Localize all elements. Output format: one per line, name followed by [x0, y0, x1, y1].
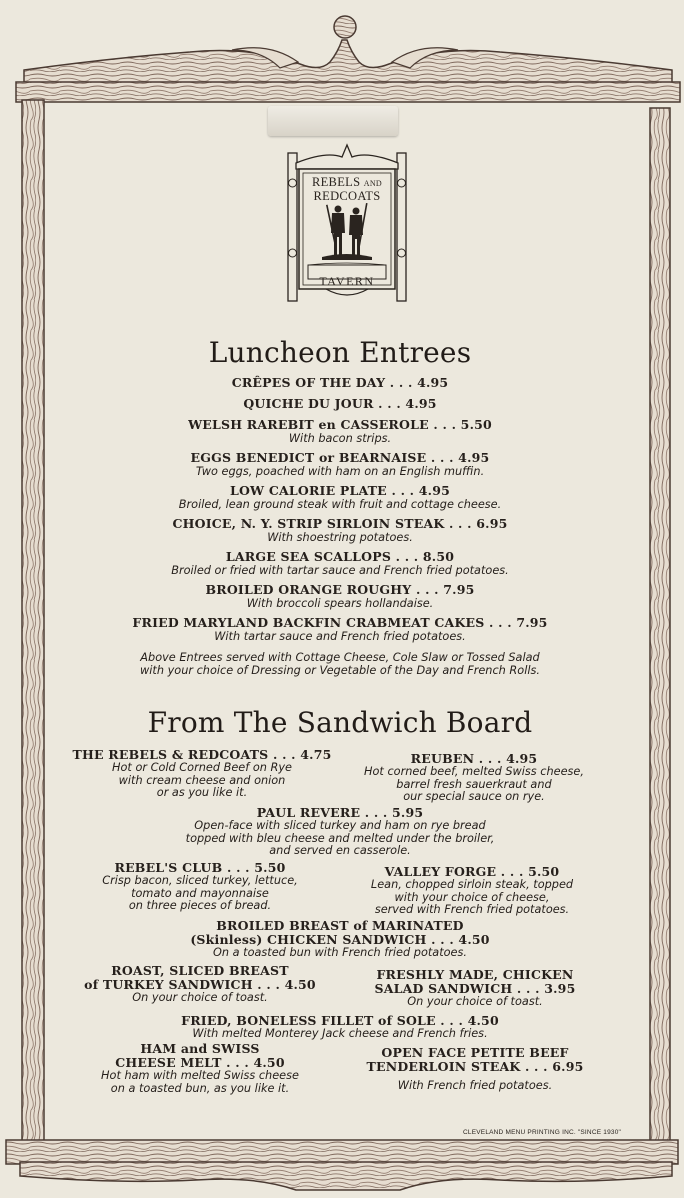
item-name: CHOICE, N. Y. STRIP SIRLOIN STEAK . . . 6.95 — [172, 516, 508, 531]
item-description: on three pieces of bread. — [128, 899, 272, 912]
item-name: HAM and SWISS — [140, 1041, 260, 1056]
item-name: FRIED MARYLAND BACKFIN CRABMEAT CAKES . . . 7.95 — [132, 615, 548, 630]
menu-item-fillet-of-sole — [150, 1014, 530, 1041]
item-name: TENDERLOIN STEAK . . . 6.95 — [366, 1059, 584, 1074]
item-description: With shoestring potatoes. — [267, 531, 413, 544]
item-description: served with French fried potatoes. — [374, 903, 570, 916]
luncheon-section — [70, 336, 610, 677]
item-name: PAUL REVERE . . . 5.95 — [256, 805, 424, 820]
item-description: Broiled or fried with tartar sauce and French fried potatoes. — [171, 564, 509, 577]
item-description: On a toasted bun with French fried potatoes. — [213, 946, 467, 959]
item-description: our special sauce on rye. — [403, 790, 545, 803]
luncheon-title: Luncheon Entrees — [208, 336, 472, 369]
paper-clip-tab — [268, 106, 398, 136]
item-name: REBEL'S CLUB . . . 5.50 — [114, 860, 286, 875]
item-name: BROILED BREAST of MARINATED — [216, 918, 464, 933]
sandwich-title: From The Sandwich Board — [147, 706, 533, 739]
item-description: With tartar sauce and French fried potatoes. — [214, 630, 466, 643]
menu-item-turkey-sandwich — [80, 964, 320, 1005]
logo-line2: REDCOATS — [313, 189, 381, 203]
item-description: With French fried potatoes. — [397, 1079, 553, 1092]
logo-title — [300, 176, 394, 202]
printer-credit: CLEVELAND MENU PRINTING INC. "SINCE 1930" — [463, 1129, 622, 1136]
menu-item — [70, 582, 610, 610]
item-description: on a toasted bun, as you like it. — [110, 1081, 290, 1095]
item-description: Hot ham with melted Swiss cheese — [101, 1069, 299, 1082]
item-name: CHEESE MELT . . . 4.50 — [115, 1055, 285, 1070]
menu-item-paul-revere — [140, 806, 540, 858]
item-name: of TURKEY SANDWICH . . . 4.50 — [84, 977, 316, 992]
logo-line1-small: AND — [363, 179, 382, 188]
item-description: topped with bleu cheese and melted under the broiler, — [185, 831, 495, 845]
menu-item — [70, 483, 610, 511]
menu-item-chicken-sandwich — [160, 919, 520, 960]
item-description: with your choice of cheese, — [394, 890, 550, 904]
item-description: and served en casserole. — [269, 844, 411, 857]
item-name: QUICHE DU JOUR . . . 4.95 — [243, 396, 437, 411]
menu-item — [70, 615, 610, 643]
item-description: Two eggs, poached with ham on an English muffin. — [195, 465, 485, 478]
item-description: Lean, chopped sirloin steak, topped — [370, 878, 574, 891]
note-line: Above Entrees served with Cottage Cheese, Cole Slaw or Tossed Salad — [140, 651, 540, 664]
menu-item — [70, 396, 610, 411]
item-name: REUBEN . . . 4.95 — [410, 751, 538, 766]
item-description: or as you like it. — [156, 786, 248, 799]
item-name: FRESHLY MADE, CHICKEN — [376, 967, 574, 982]
item-description: Open-face with sliced turkey and ham on rye bread — [194, 819, 486, 832]
item-description: tomato and mayonnaise — [131, 886, 269, 900]
logo-line1: REBELS — [311, 175, 361, 189]
entree-sides-note — [70, 651, 610, 677]
item-description: On your choice of toast. — [407, 995, 543, 1008]
menu-item — [70, 417, 610, 445]
item-name: ROAST, SLICED BREAST — [111, 963, 289, 978]
item-description: Crisp bacon, sliced turkey, lettuce, — [102, 874, 298, 887]
item-name: THE REBELS & REDCOATS . . . 4.75 — [72, 747, 332, 762]
menu-item-reuben — [348, 752, 600, 804]
item-description: With broccoli spears hollandaise. — [246, 597, 434, 610]
item-name: WELSH RAREBIT en CASSEROLE . . . 5.50 — [188, 417, 492, 432]
item-description: Hot corned beef, melted Swiss cheese, — [364, 765, 584, 778]
menu-item-rebels-club — [80, 861, 320, 913]
logo-tavern-label: TAVERN — [319, 274, 375, 288]
item-description: barrel fresh sauerkraut and — [396, 777, 552, 791]
menu-item — [70, 516, 610, 544]
menu-item — [70, 549, 610, 577]
item-name: (Skinless) CHICKEN SANDWICH . . . 4.50 — [190, 932, 490, 947]
item-name: FRIED, BONELESS FILLET of SOLE . . . 4.50 — [181, 1013, 499, 1028]
item-description: with cream cheese and onion — [118, 773, 286, 787]
item-name: OPEN FACE PETITE BEEF — [381, 1045, 569, 1060]
menu-item-valley-forge — [350, 865, 594, 917]
menu-item-chicken-salad — [360, 968, 590, 1009]
item-description: Broiled, lean ground steak with fruit and cottage cheese. — [178, 498, 502, 511]
item-name: VALLEY FORGE . . . 5.50 — [384, 864, 560, 879]
note-line: with your choice of Dressing or Vegetable of the Day and French Rolls. — [140, 664, 540, 677]
item-name: BROILED ORANGE ROUGHY . . . 7.95 — [205, 582, 475, 597]
menu-item — [70, 375, 610, 390]
item-description: With melted Monterey Jack cheese and French fries. — [192, 1027, 488, 1040]
item-description: Hot or Cold Corned Beef on Rye — [112, 761, 292, 774]
item-description: With bacon strips. — [288, 432, 392, 445]
menu-item-beef-tenderloin — [360, 1046, 590, 1093]
item-name: LARGE SEA SCALLOPS . . . 8.50 — [225, 549, 455, 564]
menu-item-rebels-redcoats — [72, 748, 332, 800]
item-name: EGGS BENEDICT or BEARNAISE . . . 4.95 — [190, 450, 490, 465]
item-name: SALAD SANDWICH . . . 3.95 — [374, 981, 576, 996]
item-name: CRÊPES OF THE DAY . . . 4.95 — [231, 375, 449, 390]
menu-item — [70, 450, 610, 478]
item-description: On your choice of toast. — [132, 991, 268, 1004]
item-name: LOW CALORIE PLATE . . . 4.95 — [229, 483, 451, 498]
menu-item-ham-swiss — [80, 1042, 320, 1095]
